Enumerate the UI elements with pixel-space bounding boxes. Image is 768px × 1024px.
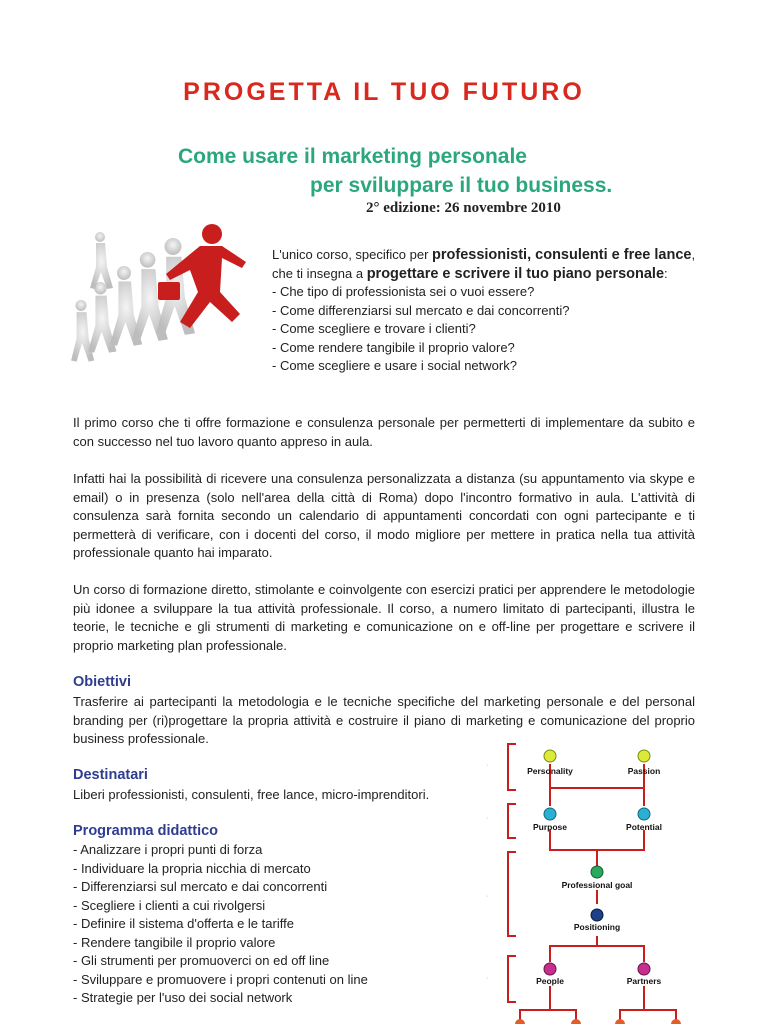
svg-text:·: · bbox=[486, 815, 489, 822]
list-item: - Che tipo di professionista sei o vuoi essere? bbox=[272, 284, 535, 299]
label-passion: Passion bbox=[627, 766, 661, 776]
questions-list bbox=[272, 283, 702, 376]
programma-heading: Programma didattico bbox=[73, 823, 219, 839]
obiettivi-text: Trasferire ai partecipanti la metodologia e le tecniche specifiche del marketing personale e del personal branding per (ri)progettare la propria attività e costruire il piano di marketing e comunicazione del proprio business professionale. bbox=[73, 694, 695, 746]
node-potential-icon bbox=[638, 808, 650, 820]
list-item: - Strategie per l'uso dei social network bbox=[73, 990, 293, 1005]
page-title: PROGETTA IL TUO FUTURO bbox=[183, 78, 585, 106]
subtitle-line-2: per sviluppare il tuo business. bbox=[310, 174, 613, 197]
running-men-illustration bbox=[70, 222, 265, 384]
paragraph-3: Un corso di formazione diretto, stimolante e coinvolgente con esercizi pratici per apprendere le metodologie più idonee a sviluppare la tua attività professionale. Il corso, a numero limitato di partecipanti, illustra le teorie, le tecniche e gli strumenti di marketing e comunicazione on e off-line per progettare e scrivere il proprio marketing plan professionale. bbox=[73, 582, 695, 653]
destinatari-text: Liberi professionisti, consulenti, free lance, micro-imprenditori. bbox=[73, 787, 430, 802]
list-item: - Gli strumenti per promuoverci on ed off line bbox=[73, 953, 330, 968]
list-item: - Rendere tangibile il proprio valore bbox=[73, 934, 276, 950]
node-people-icon bbox=[544, 963, 556, 975]
svg-text:·: · bbox=[486, 975, 489, 982]
label-people: People bbox=[536, 976, 564, 986]
branding-diagram bbox=[480, 740, 710, 1024]
node-passion-icon bbox=[638, 750, 650, 762]
node-purpose-icon bbox=[544, 808, 556, 820]
intro-goal-bold: progettare e scrivere il tuo piano personale bbox=[366, 265, 665, 282]
list-item: - Differenziarsi sul mercato e dai concorrenti bbox=[73, 879, 328, 894]
programma-list bbox=[73, 841, 368, 1008]
label-partners: Partners bbox=[626, 976, 662, 986]
list-item: - Come scegliere e trovare i clienti? bbox=[272, 321, 476, 336]
list-item: - Definire il sistema d'offerta e le tariffe bbox=[73, 916, 294, 931]
intro-target-bold: professionisti, consulenti e free lance bbox=[432, 247, 692, 263]
destinatari-heading: Destinatari bbox=[73, 767, 148, 783]
label-potential: Potential bbox=[626, 822, 662, 832]
list-item: - Scegliere i clienti a cui rivolgersi bbox=[73, 897, 266, 913]
label-positioning: Positioning bbox=[573, 922, 621, 932]
node-personality-icon bbox=[544, 750, 556, 762]
intro-text: L'unico corso, specifico per bbox=[272, 247, 433, 262]
node-professional-goal-icon bbox=[591, 866, 603, 878]
node-positioning-icon bbox=[591, 909, 603, 921]
label-professional-goal: Professional goal bbox=[561, 880, 633, 890]
list-item: - Analizzare i propri punti di forza bbox=[73, 842, 263, 857]
svg-text:·: · bbox=[486, 893, 489, 900]
obiettivi-heading: Obiettivi bbox=[73, 674, 132, 690]
list-item: - Individuare la propria nicchia di mercato bbox=[73, 860, 311, 876]
list-item: - Sviluppare e promuovere i propri contenuti on line bbox=[73, 971, 368, 987]
label-purpose: Purpose bbox=[532, 822, 568, 832]
node-partners-icon bbox=[638, 963, 650, 975]
paragraph-2: Infatti hai la possibilità di ricevere una consulenza personalizzata a distanza (su appuntamento via skype e email) o in presenza (solo nell'area della città di Roma) dopo l'incontro formativo in aula. L'attività di consulenza sarà fornita secondo un calendario di appuntamenti concordati con ogni partecipante e ti permetterà di verificare, con i docenti del corso, il modo migliore per mettere in pratica nella tua attività professionale quanto hai imparato. bbox=[73, 471, 695, 560]
paragraph-1: Il primo corso che ti offre formazione e consulenza personale per permetterti di implementare da subito e con successo nel tuo lavoro quanto appreso in aula. bbox=[73, 415, 695, 449]
svg-text:·: · bbox=[486, 762, 489, 769]
intro-text: : bbox=[664, 265, 668, 281]
intro-text: , che ti insegna a bbox=[272, 247, 696, 281]
subtitle-line-1: Come usare il marketing personale bbox=[178, 145, 527, 168]
list-item: - Come differenziarsi sul mercato e dai concorrenti? bbox=[272, 302, 570, 318]
edition-date: 2° edizione: 26 novembre 2010 bbox=[366, 200, 561, 216]
label-personality: Personality bbox=[527, 766, 573, 776]
list-item: - Come rendere tangibile il proprio valore? bbox=[272, 339, 515, 355]
intro-block bbox=[272, 246, 702, 376]
list-item: - Come scegliere e usare i social network? bbox=[272, 358, 517, 373]
